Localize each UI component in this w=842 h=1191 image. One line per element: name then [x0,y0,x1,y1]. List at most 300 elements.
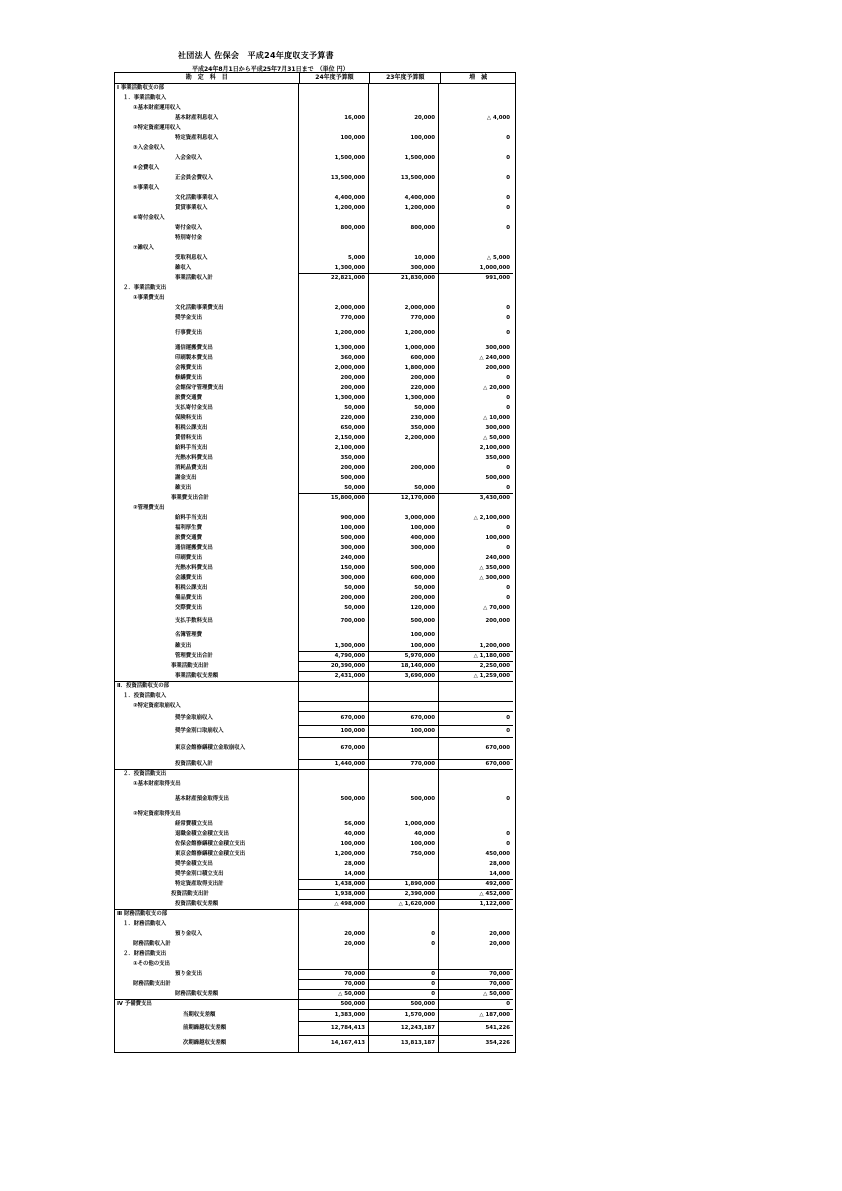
change-cell: △ 452,000 [439,890,513,900]
account-label: 奨学金別口積立支出 [115,870,299,880]
budget-23-cell: 4,400,000 [369,194,439,204]
table-row [115,434,515,444]
budget-23-cell: 40,000 [369,830,439,840]
budget-23-cell: 1,570,000 [369,1010,439,1022]
budget-23-cell: 13,500,000 [369,174,439,184]
change-cell: 0 [506,841,510,848]
table-row [115,980,515,990]
change-cell: 0 [439,484,513,494]
change-cell: △ 2,100,000 [473,515,510,522]
budget-24-cell: 56,000 [299,820,369,830]
budget-24-cell [299,84,369,94]
table-row [115,144,515,154]
account-label: 経常費積立支出 [115,820,299,830]
change-cell: 0 [506,205,510,212]
change-cell: 541,226 [439,1022,513,1036]
table-row [115,194,515,204]
table-row [115,810,515,820]
account-label: 光熱水料費支出 [115,454,299,464]
budget-24-cell: 670,000 [299,738,369,760]
budget-23-cell [369,214,439,224]
account-label: ⑥寄付金収入 [115,214,299,224]
change-cell: △ 4,000 [486,115,510,122]
budget-23-cell [369,294,439,304]
budget-24-cell: 2,100,000 [299,444,369,454]
table-row [115,254,515,264]
account-label: ③入会金収入 [115,144,299,154]
budget-24-cell: 1,383,000 [299,1010,369,1022]
account-label: １．財務活動収入 [115,920,299,930]
table-row [115,554,515,564]
account-label: 特定資産取得支出計 [115,880,299,890]
table-row [115,830,515,840]
account-label: ②特定資産取得支出 [115,810,299,820]
table-row [115,534,515,544]
table-body [115,84,515,1052]
budget-24-cell: 20,000 [299,930,369,940]
budget-24-cell: 350,000 [299,454,369,464]
table-row [115,214,515,224]
budget-23-cell [369,84,439,94]
budget-23-cell: 350,000 [369,424,439,434]
table-row [115,672,515,682]
table-row [115,394,515,404]
account-label: 奨学金取崩収入 [115,712,299,726]
table-row [115,790,515,810]
budget-23-cell: 0 [369,930,439,940]
account-label: 通信運搬費支出 [115,344,299,354]
table-row [115,304,515,314]
change-cell [439,780,513,790]
budget-24-cell: 200,000 [299,594,369,604]
account-label: 給料手当支出 [115,444,299,454]
change-cell: 0 [506,315,510,322]
budget-23-cell: 500,000 [369,790,439,810]
account-label: 奨学金積立支出 [115,860,299,870]
table-row [115,594,515,604]
change-cell: 0 [439,712,513,726]
account-label: 正会員会費収入 [115,174,299,184]
budget-24-cell [299,234,369,244]
table-row [115,1000,515,1010]
account-label: 印刷費支出 [115,554,299,564]
budget-23-cell [369,860,439,870]
account-label: 事業活動支出計 [115,662,299,672]
budget-23-cell: 0 [369,990,439,1000]
change-cell: 14,000 [439,870,513,880]
account-label: 通信運搬費支出 [115,544,299,554]
account-label: 寄付金収入 [115,224,299,234]
budget-24-cell: 500,000 [299,534,369,544]
account-label: 交際費支出 [115,604,299,614]
change-cell: 500,000 [485,475,510,482]
change-cell: 0 [506,135,510,142]
budget-table [114,72,516,1053]
budget-24-cell: 1,938,000 [299,890,369,900]
budget-23-cell: 750,000 [369,850,439,860]
table-row [115,1036,515,1052]
account-label: 修繕費支出 [115,374,299,384]
budget-24-cell [299,810,369,820]
budget-24-cell: 14,000 [299,870,369,880]
budget-24-cell [299,184,369,194]
budget-23-cell [369,870,439,880]
account-label: Ⅲ 財務活動収支の部 [115,910,299,920]
budget-24-cell: 200,000 [299,384,369,394]
table-row [115,234,515,244]
budget-23-cell [369,692,439,702]
table-row [115,950,515,960]
budget-23-cell: 3,690,000 [369,672,439,682]
budget-24-cell: 300,000 [299,544,369,554]
budget-24-cell: 670,000 [299,712,369,726]
account-label: 旅費交通費 [115,534,299,544]
change-cell: 450,000 [485,851,510,858]
budget-23-cell: 1,200,000 [369,204,439,214]
change-cell: 1,200,000 [439,642,513,652]
account-label: 奨学金別口取崩収入 [115,726,299,738]
account-label: 基本財産利息収入 [115,114,299,124]
budget-24-cell [299,702,369,712]
budget-23-cell: 300,000 [369,264,439,274]
change-cell: 0 [506,305,510,312]
change-cell: 0 [506,525,510,532]
budget-23-cell: 1,000,000 [369,820,439,830]
budget-24-cell [299,950,369,960]
budget-24-cell: 20,390,000 [299,662,369,672]
account-label: 受取利息収入 [115,254,299,264]
budget-24-cell [299,284,369,294]
account-label: 東京会館修繕積立金取崩収入 [115,738,299,760]
account-label: 支払手数料支出 [115,614,299,630]
budget-24-cell [299,214,369,224]
table-row [115,662,515,672]
budget-23-cell [369,234,439,244]
change-cell: 1,122,000 [439,900,513,910]
budget-23-cell: 220,000 [369,384,439,394]
table-row [115,204,515,214]
budget-23-cell: 1,300,000 [369,394,439,404]
budget-24-cell [299,104,369,114]
budget-23-cell [369,504,439,514]
table-row [115,274,515,284]
table-row [115,124,515,134]
table-row [115,990,515,1000]
budget-24-cell: 500,000 [299,1000,369,1010]
budget-23-cell: 21,830,000 [369,274,439,284]
budget-23-cell: 0 [369,940,439,950]
budget-24-cell: △ 498,000 [299,900,369,910]
account-label: 投資活動収支差額 [115,900,299,910]
table-row [115,384,515,394]
budget-23-cell: 100,000 [369,134,439,144]
budget-23-cell [369,780,439,790]
change-cell [439,630,513,642]
budget-23-cell: 5,970,000 [369,652,439,662]
account-label: 文化活動事業費支出 [115,304,299,314]
account-label: 財務活動支出計 [115,980,299,990]
budget-23-cell: 2,000,000 [369,304,439,314]
change-cell: 0 [439,726,513,738]
budget-24-cell: 15,800,000 [299,494,369,504]
change-cell: 1,000,000 [439,264,513,274]
change-cell: 3,430,000 [479,495,510,502]
budget-24-cell [299,682,369,692]
change-cell: 0 [506,225,510,232]
budget-24-cell: 20,000 [299,940,369,950]
budget-23-cell: 10,000 [369,254,439,264]
budget-23-cell: 2,200,000 [369,434,439,444]
change-cell: △ 50,000 [483,435,510,442]
budget-23-cell: 200,000 [369,464,439,474]
account-label: ⑤事業収入 [115,184,299,194]
account-label: 財務活動収支差額 [115,990,299,1000]
change-cell [439,234,513,244]
budget-24-cell: 200,000 [299,374,369,384]
account-label: 当期収支差額 [115,1010,299,1022]
change-cell [439,214,513,224]
table-row [115,494,515,504]
change-cell: 240,000 [485,555,510,562]
header-account: 勘 定 科 目 [115,73,300,83]
change-cell: 0 [506,465,510,472]
change-cell: 300,000 [485,345,510,352]
change-cell: △ 70,000 [483,605,510,612]
budget-24-cell: 500,000 [299,474,369,484]
budget-24-cell: 12,784,413 [299,1022,369,1036]
account-label: 退職金積立金積立支出 [115,830,299,840]
account-label: ⑦雑収入 [115,244,299,254]
change-cell [439,144,513,154]
change-cell: 2,250,000 [439,662,513,672]
budget-24-cell [299,692,369,702]
budget-23-cell: 12,170,000 [369,494,439,504]
change-cell: 670,000 [439,738,513,760]
account-label: ２．投資活動支出 [115,770,299,780]
account-label: 預り金支出 [115,970,299,980]
budget-24-cell: 50,000 [299,604,369,614]
change-cell [439,960,513,970]
change-cell: 100,000 [485,535,510,542]
budget-24-cell [299,504,369,514]
account-label: １．投資活動収入 [115,692,299,702]
budget-23-cell: 600,000 [369,574,439,584]
change-cell [439,504,513,514]
table-row [115,584,515,594]
budget-24-cell: 1,300,000 [299,394,369,404]
account-label: Ⅰ 事業活動収支の部 [115,84,299,94]
table-row [115,244,515,254]
account-label: 事業費支出合計 [115,494,299,504]
budget-23-cell: 800,000 [369,224,439,234]
change-cell [439,692,513,702]
budget-23-cell: 20,000 [369,114,439,124]
budget-23-cell: 300,000 [369,544,439,554]
change-cell [439,770,513,780]
budget-24-cell: 1,500,000 [299,154,369,164]
budget-24-cell: 5,000 [299,254,369,264]
table-row [115,910,515,920]
budget-23-cell: 50,000 [369,484,439,494]
table-row [115,840,515,850]
budget-23-cell [369,554,439,564]
change-cell [439,950,513,960]
account-label: 貸貸事業収入 [115,204,299,214]
change-cell [439,920,513,930]
budget-24-cell [299,780,369,790]
table-row [115,354,515,364]
budget-24-cell: 50,000 [299,404,369,414]
account-label: 文化活動事業収入 [115,194,299,204]
table-row [115,134,515,144]
change-cell: △ 240,000 [479,355,510,362]
change-cell: 28,000 [489,861,510,868]
budget-23-cell [369,950,439,960]
table-row [115,264,515,274]
header-change: 増 減 [469,74,488,81]
table-row [115,574,515,584]
budget-23-cell: 2,390,000 [369,890,439,900]
change-cell: 70,000 [439,980,513,990]
table-row [115,890,515,900]
document-title: 社団法人 佐保会 平成24年度収支予算書 [178,51,334,60]
change-cell: 0 [506,155,510,162]
table-row [115,920,515,930]
document-period: 平成24年8月1日から平成25年7月31日まで （単位 円） [192,66,349,73]
table-row [115,174,515,184]
change-cell: 0 [506,796,510,803]
budget-24-cell [299,910,369,920]
account-label: 佐保会館修繕積立金積立支出 [115,840,299,850]
account-label: 雑収入 [115,264,299,274]
budget-23-cell: 13,813,187 [369,1036,439,1052]
account-label: 印刷製本費支出 [115,354,299,364]
budget-23-cell: 100,000 [369,630,439,642]
table-row [115,770,515,780]
budget-23-cell: 1,500,000 [369,154,439,164]
account-label: ②特定資産運用収入 [115,124,299,134]
table-row [115,524,515,534]
budget-24-cell: 28,000 [299,860,369,870]
table-row [115,414,515,424]
table-row [115,630,515,642]
budget-24-cell: △ 50,000 [299,990,369,1000]
change-cell [439,910,513,920]
budget-23-cell [369,474,439,484]
change-cell: △ 10,000 [483,415,510,422]
account-label: 消耗品費支出 [115,464,299,474]
budget-23-cell [369,960,439,970]
change-cell: △ 350,000 [479,565,510,572]
change-cell: 0 [506,330,510,337]
account-label: 光熱水料費支出 [115,564,299,574]
budget-24-cell: 40,000 [299,830,369,840]
change-cell: △ 187,000 [439,1010,513,1022]
account-label: 特別寄付金 [115,234,299,244]
account-label: 事業活動収支差額 [115,672,299,682]
budget-23-cell: △ 1,620,000 [369,900,439,910]
budget-23-cell [369,702,439,712]
table-row [115,114,515,124]
budget-24-cell: 13,500,000 [299,174,369,184]
budget-23-cell: 0 [369,970,439,980]
account-label: 投資活動収入計 [115,760,299,770]
budget-24-cell: 700,000 [299,614,369,630]
table-row [115,860,515,870]
budget-24-cell: 240,000 [299,554,369,564]
account-label: ①基本財産取得支出 [115,780,299,790]
budget-23-cell: 770,000 [369,760,439,770]
budget-23-cell: 1,800,000 [369,364,439,374]
account-label: 会報費支出 [115,364,299,374]
account-label: ２．財務活動支出 [115,950,299,960]
account-label: 謝金支出 [115,474,299,484]
budget-24-cell: 1,200,000 [299,324,369,344]
budget-24-cell: 500,000 [299,790,369,810]
account-label: 預り金収入 [115,930,299,940]
account-label: Ⅳ 予備費支出 [115,1000,299,1010]
budget-23-cell [369,682,439,692]
table-row [115,692,515,702]
budget-23-cell: 50,000 [369,584,439,594]
change-cell: 0 [506,545,510,552]
account-label: 財務活動収入計 [115,940,299,950]
budget-24-cell: 2,150,000 [299,434,369,444]
table-row [115,970,515,980]
change-cell: 0 [506,175,510,182]
table-row [115,930,515,940]
budget-24-cell: 770,000 [299,314,369,324]
change-cell [439,702,513,712]
table-row [115,424,515,434]
account-label: ②特定資産取崩収入 [115,702,299,712]
budget-23-cell: 500,000 [369,564,439,574]
budget-24-cell: 2,000,000 [299,364,369,374]
change-cell: △ 300,000 [479,575,510,582]
change-cell [439,820,513,830]
account-label: 雑支出 [115,642,299,652]
budget-24-cell [299,124,369,134]
budget-23-cell: 100,000 [369,524,439,534]
change-cell: 0 [506,595,510,602]
budget-24-cell: 1,300,000 [299,264,369,274]
table-row [115,484,515,494]
change-cell: 0 [439,1000,513,1010]
table-row [115,760,515,770]
budget-24-cell: 1,440,000 [299,760,369,770]
budget-23-cell: 1,000,000 [369,344,439,354]
change-cell [439,104,513,114]
budget-24-cell [299,294,369,304]
budget-23-cell: 100,000 [369,642,439,652]
change-cell: △ 5,000 [486,255,510,262]
account-label: 名簿管理費 [115,630,299,642]
budget-23-cell [369,444,439,454]
budget-24-cell: 360,000 [299,354,369,364]
budget-23-cell: 0 [369,980,439,990]
account-label: ２．事業活動支出 [115,284,299,294]
table-row [115,642,515,652]
budget-23-cell: 12,243,187 [369,1022,439,1036]
account-label: 投資活動支出計 [115,890,299,900]
account-label: 備品費支出 [115,594,299,604]
change-cell [439,810,513,820]
table-row [115,738,515,760]
account-label: 基本財産預金取得支出 [115,790,299,810]
header-budget-23: 23年度予算額 [370,73,441,83]
budget-23-cell: 230,000 [369,414,439,424]
change-cell: △ 20,000 [483,385,510,392]
